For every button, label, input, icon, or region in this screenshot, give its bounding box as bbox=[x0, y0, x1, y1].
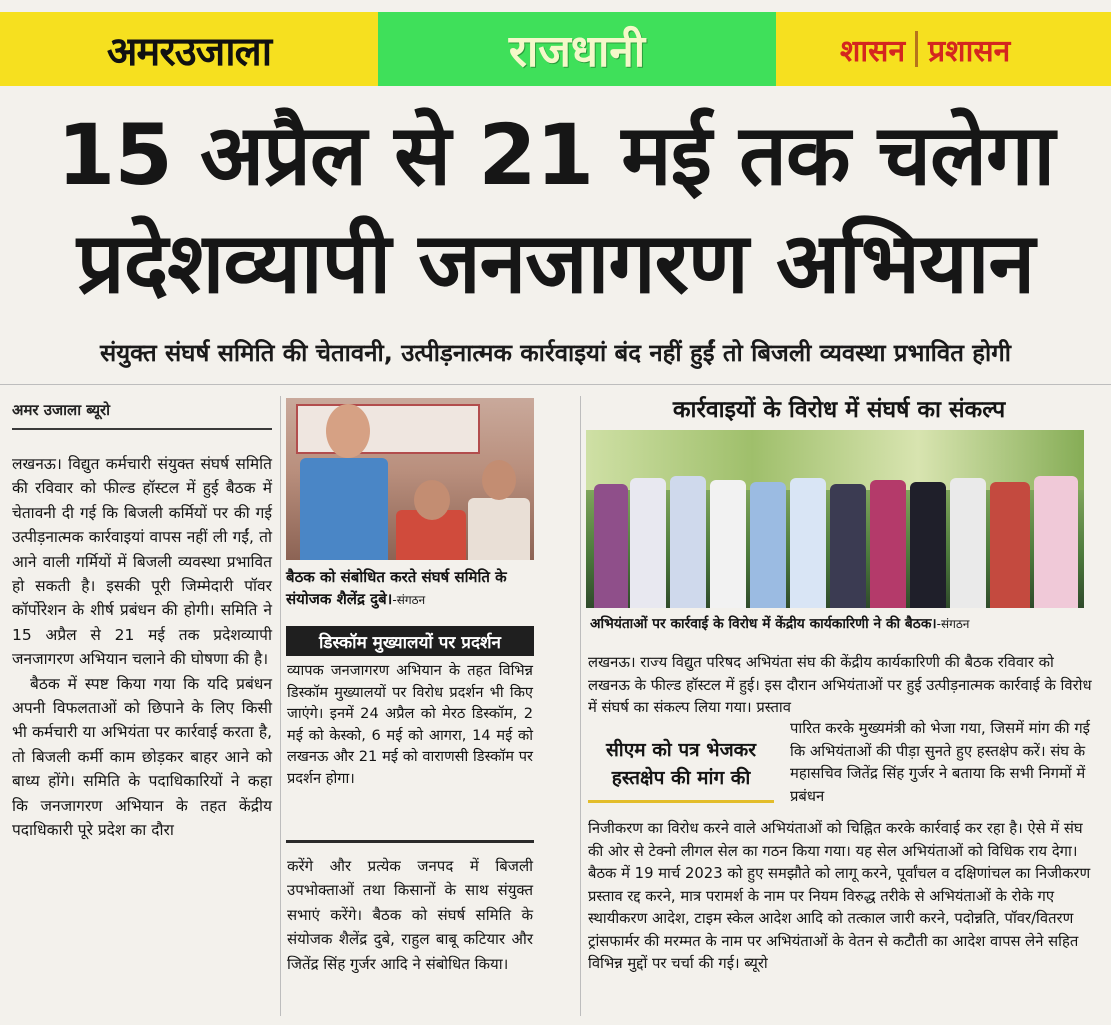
person-shape bbox=[300, 458, 388, 560]
headline-line-2: प्रदेशव्यापी जनजागरण अभियान bbox=[76, 214, 1035, 312]
byline-rule bbox=[12, 428, 272, 430]
paragraph: लखनऊ। विद्युत कर्मचारी संयुक्त संघर्ष समिति की रविवार को फील्ड हॉस्टल में हुई बैठक में चेतावनी दी गई कि बिजली कर्मियों पर की गई उत्पीड़नात्मक कार्रवाइयां वापस नहीं ली गईं, तो आने वाली गर्मियों में बिजली व्यवस्था प्रभावित हो सकती है। इसकी पूरी जिम्मेदारी पॉवर कॉर्पोरेशन के शीर्ष प्रबंधन की होगी। समिति ने 15 अप्रैल से 21 मई तक प्रदेशव्यापी जनजागरण अभियान चलाने की घोषणा की है। bbox=[12, 455, 272, 669]
story2-body-intro: लखनऊ। राज्य विद्युत परिषद अभियंता संघ की केंद्रीय कार्यकारिणी की बैठक रविवार को लखनऊ के फील्ड हॉस्टल में हुई। इस दौरान अभियंताओं पर हुई उत्पीड़नात्मक कार्रवाई के विरोध में संघर्ष का संकल्प लिया गया। प्रस्ताव bbox=[588, 654, 1092, 716]
byline: अमर उजाला ब्यूरो bbox=[12, 401, 111, 419]
pullquote: सीएम को पत्र भेजकर हस्तक्षेप की मांग की bbox=[605, 739, 757, 789]
subheadline: संयुक्त संघर्ष समिति की चेतावनी, उत्पीड़नात्मक कार्रवाइयां बंद नहीं हुईं तो बिजली व्यवस्था प्रभावित होगी bbox=[100, 339, 1011, 367]
photo-group bbox=[586, 430, 1084, 608]
caption-text: बैठक को संबोधित करते संघर्ष समिति के संयोजक शैलेंद्र दुबे। bbox=[286, 568, 507, 608]
article-body-col2b: करेंगे और प्रत्येक जनपद में बिजली उपभोक्ताओं तथा किसानों के साथ संयुक्त सभाएं करेंगे। बैठक को संघर्ष समिति के संयोजक शैलेंद्र दुबे, राहुल बाबू कटियार और जितेंद्र सिंह गुर्जर आदि ने संबोधित किया। bbox=[287, 857, 533, 973]
photo-speaker bbox=[286, 398, 534, 560]
newspaper-logo: अमरउजाला bbox=[0, 12, 378, 86]
story2-body-main: निजीकरण का विरोध करने वाले अभियंताओं को चिह्नित करके कार्रवाई कर रहा है। ऐसे में संघ की ओर से टेक्नो लीगल सेल का गठन किया गया। यह सेल अभियंताओं को विधिक राय देगा। बैठक में 19 मार्च 2023 को हुए समझौते को लागू करने, पूर्वांचल व दक्षिणांचल का निजीकरण प्रस्ताव रद्द करने, मात्र परामर्श के नाम पर नियम विरुद्ध तरीके से अभियंताओं के रोके गए स्थायीकरण आदेश, टाइम स्केल आदेश आदि को तत्काल जारी करने, पदोन्नति, पॉवर/वितरण ट्रांसफार्मर की मरम्मत के नाम पर अभियंताओं के वेतन से कटौती का आदेश वापस लेने सहित विभिन्न मुद्दों पर चर्चा की गई। ब्यूरो bbox=[588, 820, 1091, 972]
story2-body-side: पारित करके मुख्यमंत्री को भेजा गया, जिसमें मांग की गई कि अभियंताओं की पीड़ा सुनते हुए हस्तक्षेप करें। संघ के महासचिव जितेंद्र सिंह गुर्जर ने बताया कि सभी निगमों में प्रबंधन bbox=[790, 720, 1090, 805]
section-tag-a: शासन bbox=[840, 33, 906, 69]
separator-bar bbox=[915, 31, 918, 67]
banner bbox=[296, 404, 480, 454]
column-divider bbox=[580, 396, 581, 1016]
person-head bbox=[326, 404, 370, 458]
section-name: राजधानी bbox=[378, 12, 776, 86]
person-shape bbox=[950, 478, 986, 608]
divider bbox=[0, 384, 1111, 385]
photo-caption bbox=[286, 566, 536, 611]
section-rule bbox=[286, 840, 534, 843]
section-tag bbox=[776, 12, 1111, 86]
person-shape bbox=[790, 478, 826, 608]
photo-credit: -संगठन bbox=[936, 617, 970, 631]
paragraph: बैठक में स्पष्ट किया गया कि यदि प्रबंधन अपनी विफलताओं को छिपाने के लिए किसी भी कर्मचारी या अभियंता पर कार्रवाई करता है, तो बिजली कर्मी काम छोड़कर बाहर आने को बाध्य होंगे। समिति के पदाधिकारियों ने कहा कि जनजागरण अभियान के तहत केंद्रीय पदाधिकारी पूरे प्रदेश का दौरा bbox=[12, 674, 272, 840]
person-shape bbox=[1034, 476, 1078, 608]
person-shape bbox=[710, 480, 746, 608]
person-shape bbox=[910, 482, 946, 608]
column-divider bbox=[280, 396, 281, 1016]
story2-headline: कार्रवाइयों के विरोध में संघर्ष का संकल्प bbox=[672, 397, 1006, 423]
caption-text: अभियंताओं पर कार्रवाई के विरोध में केंद्रीय कार्यकारिणी ने की बैठक। bbox=[590, 616, 937, 632]
person-shape bbox=[870, 480, 906, 608]
pullquote-rule bbox=[588, 800, 774, 803]
person-head bbox=[414, 480, 450, 520]
photo-caption bbox=[590, 614, 1110, 633]
article-body-col1 bbox=[12, 452, 272, 843]
person-shape bbox=[670, 476, 706, 608]
person-shape bbox=[468, 498, 530, 560]
section-tag-b: प्रशासन bbox=[928, 33, 1011, 69]
person-shape bbox=[630, 478, 666, 608]
person-head bbox=[482, 460, 516, 500]
headline-line-1: 15 अप्रैल से 21 मई तक चलेगा bbox=[56, 106, 1055, 204]
section-subheadline: डिस्कॉम मुख्यालयों पर प्रदर्शन bbox=[286, 626, 534, 656]
photo-credit: -संगठन bbox=[392, 593, 426, 607]
person-shape bbox=[594, 484, 628, 608]
article-body-col2a: व्यापक जनजागरण अभियान के तहत विभिन्न डिस्कॉम मुख्यालयों पर विरोध प्रदर्शन भी किए जाएंगे। इनमें 24 अप्रैल को मेरठ डिस्कॉम, 2 मई को केस्को, 6 मई को आगरा, 14 मई को लखनऊ और 21 मई को वाराणसी डिस्कॉम पर प्रदर्शन होगा। bbox=[287, 662, 533, 787]
person-shape bbox=[750, 482, 786, 608]
person-shape bbox=[830, 484, 866, 608]
person-shape bbox=[990, 482, 1030, 608]
